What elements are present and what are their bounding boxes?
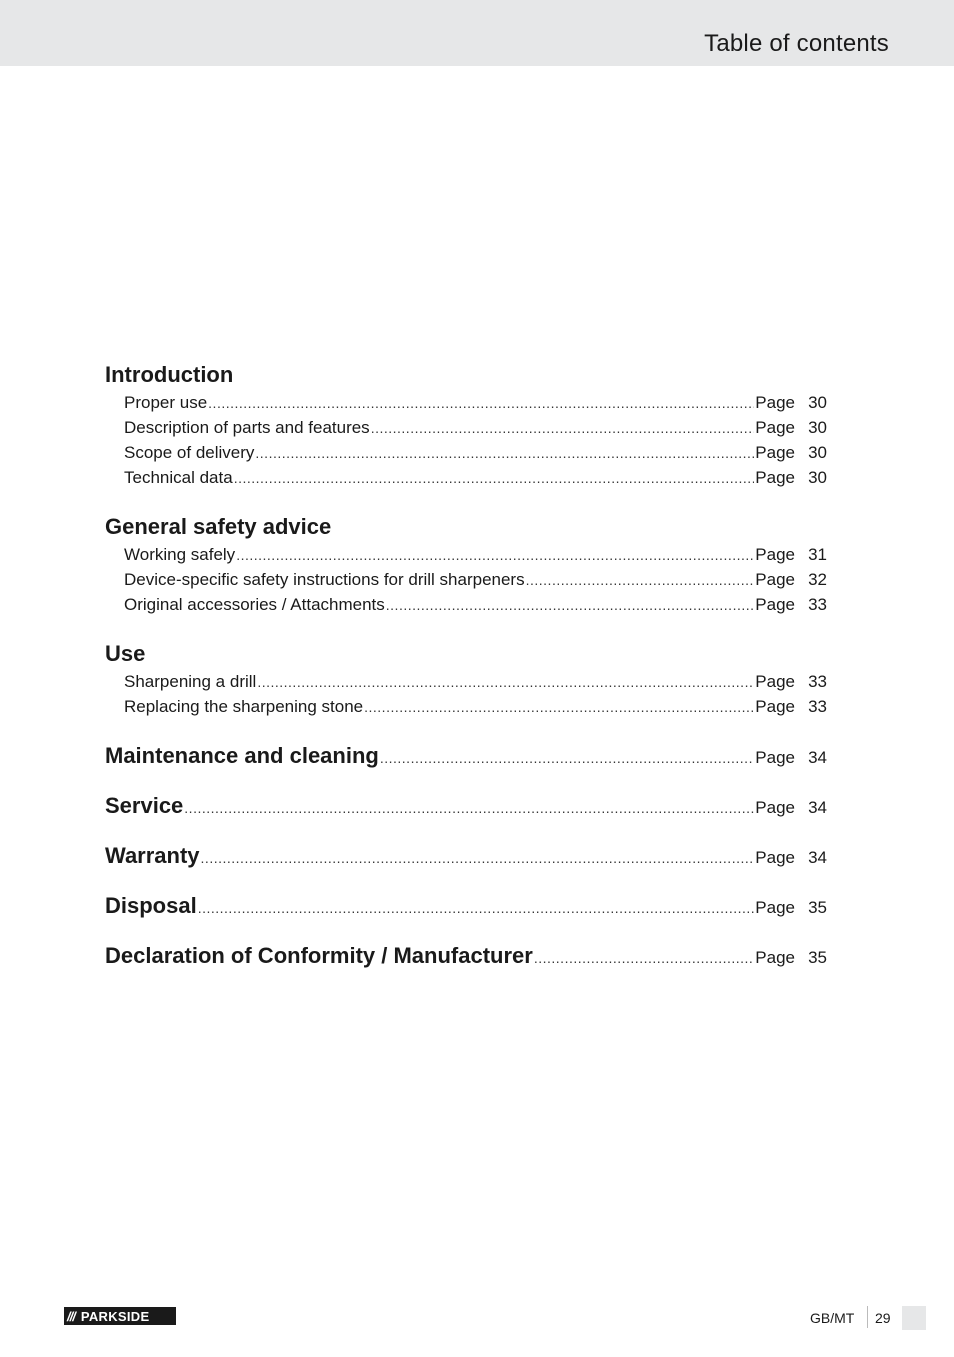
page-word: Page	[755, 748, 795, 767]
dot-leader	[534, 943, 754, 973]
page-word: Page	[755, 570, 795, 589]
toc-entry[interactable]	[105, 592, 827, 617]
page-word: Page	[755, 443, 795, 462]
footer-divider	[867, 1306, 868, 1328]
page-number: 32	[808, 570, 827, 589]
page-number: 34	[808, 798, 827, 817]
toc-entry-label: Technical data	[124, 468, 233, 487]
dot-leader	[255, 441, 754, 466]
toc-main-entry-label: Disposal	[105, 893, 197, 918]
page-word: Page	[755, 595, 795, 614]
page-number: 30	[808, 468, 827, 487]
page-number: 33	[808, 595, 827, 614]
toc-entry-label: Proper use	[124, 393, 208, 412]
dot-leader	[234, 466, 755, 491]
dot-leader	[386, 593, 755, 618]
page-number-footer: 29	[875, 1310, 891, 1326]
dot-leader	[526, 568, 755, 593]
section-title: General safety advice	[105, 514, 332, 539]
language-code: GB/MT	[810, 1310, 855, 1326]
dot-leader	[380, 743, 754, 773]
toc-entry[interactable]	[105, 694, 827, 719]
toc-entry[interactable]	[105, 415, 827, 440]
dot-leader	[371, 416, 755, 441]
page-word: Page	[755, 468, 795, 487]
page-number: 30	[808, 443, 827, 462]
page-word: Page	[755, 898, 795, 917]
dot-leader	[208, 391, 754, 416]
toc-section-introduction	[105, 360, 827, 490]
page-word: Page	[755, 545, 795, 564]
toc-entry-label: Scope of delivery	[124, 443, 255, 462]
toc-main-entry[interactable]	[105, 891, 827, 921]
page-word: Page	[755, 848, 795, 867]
page-word: Page	[755, 697, 795, 716]
page-title: Table of contents	[704, 30, 889, 57]
dot-leader	[364, 695, 754, 720]
toc-entry-label: Device-specific safety instructions for drill sharpeners	[124, 570, 525, 589]
toc-main-entry[interactable]	[105, 941, 827, 971]
toc-entry[interactable]	[105, 669, 827, 694]
section-title: Introduction	[105, 362, 234, 387]
page-number: 34	[808, 748, 827, 767]
page-word: Page	[755, 948, 795, 967]
footer-marker	[902, 1306, 926, 1330]
dot-leader	[184, 793, 754, 823]
dot-leader	[201, 843, 755, 873]
toc-entry-label: Original accessories / Attachments	[124, 595, 385, 614]
toc-entry[interactable]	[105, 390, 827, 415]
toc-main-entry[interactable]	[105, 741, 827, 771]
dot-leader	[236, 543, 754, 568]
toc-main-entry-label: Declaration of Conformity / Manufacturer	[105, 943, 533, 968]
page-word: Page	[755, 798, 795, 817]
dot-leader	[198, 893, 755, 923]
toc-entry-label: Description of parts and features	[124, 418, 370, 437]
toc-section-use	[105, 639, 827, 719]
parkside-logo	[64, 1307, 176, 1325]
page-word: Page	[755, 393, 795, 412]
toc-entry[interactable]	[105, 465, 827, 490]
page-number: 33	[808, 697, 827, 716]
page-number: 35	[808, 948, 827, 967]
toc-main-entry[interactable]	[105, 791, 827, 821]
logo-text: PARKSIDE	[80, 1308, 150, 1324]
toc-main-entry[interactable]	[105, 841, 827, 871]
page-word: Page	[755, 418, 795, 437]
page-number: 34	[808, 848, 827, 867]
page-number: 30	[808, 393, 827, 412]
logo-stripes: ///	[67, 1308, 75, 1324]
toc-main-entry-label: Service	[105, 793, 184, 818]
toc-entry[interactable]	[105, 567, 827, 592]
page-number: 31	[808, 545, 827, 564]
toc-entry-label: Sharpening a drill	[124, 672, 257, 691]
toc-entry-label: Working safely	[124, 545, 236, 564]
page-number: 33	[808, 672, 827, 691]
toc-section-general-safety-advice	[105, 512, 827, 617]
page-number: 35	[808, 898, 827, 917]
toc-main-entry-label: Maintenance and cleaning	[105, 743, 379, 768]
toc-main-entry-label: Warranty	[105, 843, 200, 868]
toc-entry-label: Replacing the sharpening stone	[124, 697, 364, 716]
dot-leader	[257, 670, 754, 695]
toc-entry[interactable]	[105, 542, 827, 567]
table-of-contents	[105, 360, 827, 991]
page-number: 30	[808, 418, 827, 437]
page-word: Page	[755, 672, 795, 691]
section-title: Use	[105, 641, 146, 666]
toc-entry[interactable]	[105, 440, 827, 465]
